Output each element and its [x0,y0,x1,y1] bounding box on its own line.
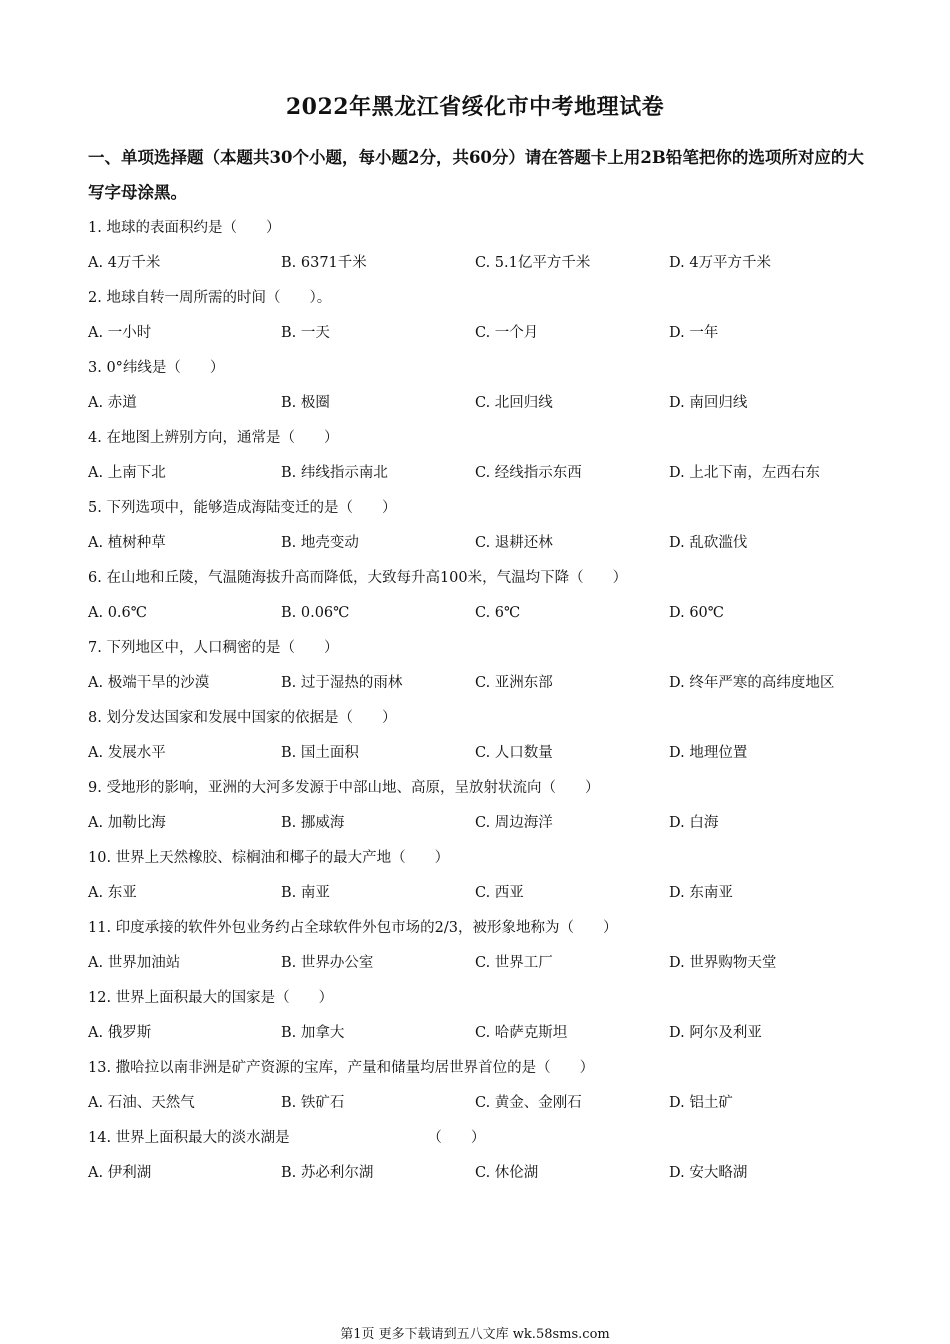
option-a: A. 石油、天然气 [88,1095,195,1111]
question-options [88,596,888,631]
option-c: C. 西亚 [475,885,524,901]
option-d: D. 上北下南，左西右东 [669,465,820,481]
option-d: D. 安大略湖 [669,1165,748,1181]
question-stem: 4. 在地图上辨别方向，通常是（ ） [88,430,339,446]
option-b: B. 南亚 [281,885,330,901]
question-options [88,876,888,911]
option-a: A. 上南下北 [88,465,166,481]
page-footer: 第1页 更多下载请到五八文库 wk.58sms.com [340,1327,610,1342]
question-stem: 13. 撒哈拉以南非洲是矿产资源的宝库，产量和储量均居世界首位的是（ ） [88,1060,595,1076]
question-options [88,386,888,421]
option-b: B. 纬线指示南北 [281,465,388,481]
question-options [88,946,888,981]
option-a: A. 俄罗斯 [88,1025,152,1041]
option-a: A. 发展水平 [88,745,166,761]
option-c: C. 退耕还林 [475,535,553,551]
question-options [88,246,888,281]
option-d: D. 60℃ [669,605,724,621]
question-stem: 6. 在山地和丘陵，气温随海拔升高而降低，大致每升高100米，气温均下降（ ） [88,570,628,586]
question-stem: 5. 下列选项中，能够造成海陆变迁的是（ ） [88,500,397,516]
option-c: C. 哈萨克斯坦 [475,1025,568,1041]
question-list [88,211,888,1191]
option-c: C. 经线指示东西 [475,465,582,481]
option-a: A. 极端干旱的沙漠 [88,675,210,691]
option-a: A. 4万千米 [88,255,161,271]
option-b: B. 苏必利尔湖 [281,1165,374,1181]
question-stem: 9. 受地形的影响，亚洲的大河多发源于中部山地、高原，呈放射状流向（ ） [88,780,600,796]
question-options [88,1156,888,1191]
option-d: D. 4万平方千米 [669,255,772,271]
option-d: D. 铝土矿 [669,1095,733,1111]
question-options [88,1016,888,1051]
option-a: A. 植树种草 [88,535,166,551]
option-a: A. 赤道 [88,395,137,411]
question-stem: 8. 划分发达国家和发展中国家的依据是（ ） [88,710,397,726]
question-stem: 1. 地球的表面积约是（ ） [88,220,281,236]
option-a: A. 东亚 [88,885,137,901]
option-a: A. 世界加油站 [88,955,181,971]
option-d: D. 地理位置 [669,745,748,761]
option-c: C. 周边海洋 [475,815,553,831]
option-d: D. 终年严寒的高纬度地区 [669,675,835,691]
question-stem: 3. 0°纬线是（ ） [88,360,225,376]
option-c: C. 5.1亿平方千米 [475,255,591,271]
question-stem: 2. 地球自转一周所需的时间（ ）。 [88,290,332,306]
question-options [88,666,888,701]
option-a: A. 伊利湖 [88,1165,152,1181]
question-options [88,456,888,491]
option-c: C. 人口数量 [475,745,553,761]
option-c: C. 北回归线 [475,395,553,411]
question-options [88,1086,888,1121]
option-b: B. 国土面积 [281,745,359,761]
option-d: D. 阿尔及利亚 [669,1025,762,1041]
question-options [88,736,888,771]
option-b: B. 世界办公室 [281,955,374,971]
option-b: B. 0.06℃ [281,605,350,621]
option-a: A. 一小时 [88,325,152,341]
question-stem: 14. 世界上面积最大的淡水湖是 （ ） [88,1130,486,1146]
question-stem: 7. 下列地区中，人口稠密的是（ ） [88,640,339,656]
option-d: D. 南回归线 [669,395,748,411]
option-b: B. 铁矿石 [281,1095,345,1111]
question-options [88,316,888,351]
question-stem: 12. 世界上面积最大的国家是（ ） [88,990,334,1006]
option-b: B. 过于湿热的雨林 [281,675,403,691]
option-b: B. 一天 [281,325,330,341]
question-options [88,806,888,841]
option-c: C. 休伦湖 [475,1165,539,1181]
option-c: C. 世界工厂 [475,955,553,971]
option-a: A. 0.6℃ [88,605,147,621]
option-c: C. 6℃ [475,605,521,621]
option-b: B. 极圈 [281,395,330,411]
option-c: C. 黄金、金刚石 [475,1095,582,1111]
option-a: A. 加勒比海 [88,815,166,831]
option-d: D. 乱砍滥伐 [669,535,748,551]
option-b: B. 挪威海 [281,815,345,831]
option-d: D. 东南亚 [669,885,733,901]
page-title: 2022年黑龙江省绥化市中考地理试卷 [285,94,665,120]
option-b: B. 6371千米 [281,255,367,271]
question-options [88,526,888,561]
option-d: D. 一年 [669,325,719,341]
option-b: B. 加拿大 [281,1025,345,1041]
option-c: C. 亚洲东部 [475,675,553,691]
option-b: B. 地壳变动 [281,535,359,551]
option-d: D. 白海 [669,815,719,831]
question-stem: 10. 世界上天然橡胶、棕榈油和椰子的最大产地（ ） [88,850,450,866]
question-stem: 11. 印度承接的软件外包业务约占全球软件外包市场的2/3，被形象地称为（ ） [88,920,618,936]
option-d: D. 世界购物天堂 [669,955,777,971]
section-heading: 一、单项选择题（本题共30个小题，每小题2分，共60分）请在答题卡上用2B铅笔把你的选项所对应的大写字母涂黑。 [88,148,864,202]
option-c: C. 一个月 [475,325,539,341]
